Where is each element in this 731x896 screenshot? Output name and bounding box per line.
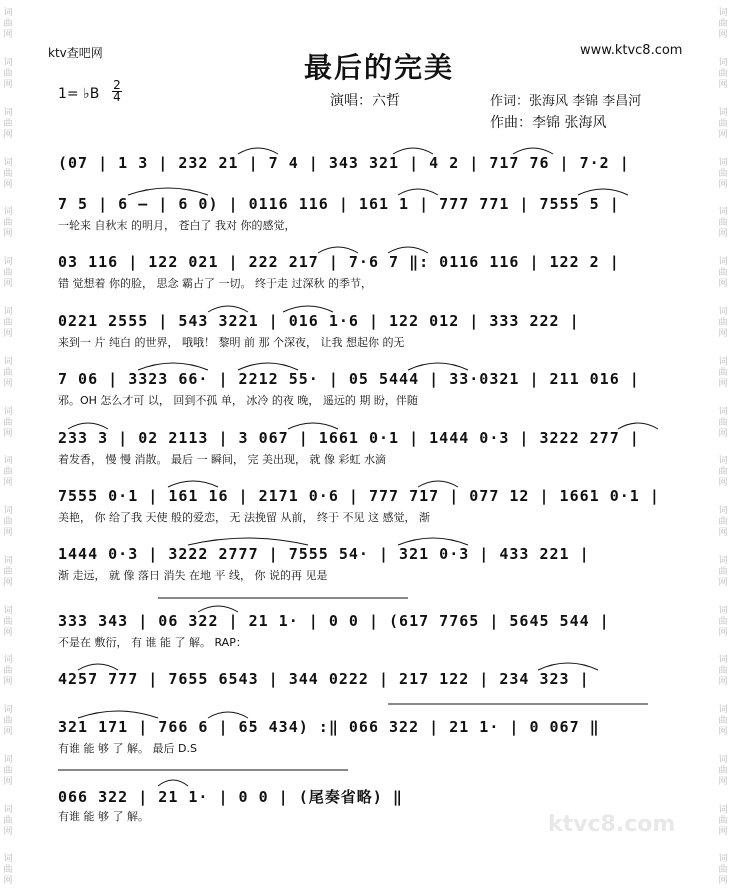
brand-label: ktv查吧网 [48, 46, 103, 60]
notation-line: 7 5 | 6 – | 6 0) | 0116 116 | 161 1 | 777 771 | 7555 5 | [58, 195, 620, 213]
lyric-line: 不是在 敷衍， 有 谁 能 了 解。 RAP： [58, 636, 247, 649]
lyric-line: 美艳， 你 给了我 天使 般的爱恋， 无 法挽留 从前， 终于 不见 这 感觉， 渐 [58, 511, 430, 524]
lyric-line: 有谁 能 够 了 解。 最后 D.S [58, 742, 197, 755]
page-title: 最后的完美 [304, 51, 455, 84]
notation-line: 1444 0·3 | 3222 2777 | 7555 54· | 321 0·3 | 433 221 | [58, 545, 590, 563]
notation-line: 233 3 | 02 2113 | 3 067 | 1661 0·1 | 1444 0·3 | 3222 277 | [58, 429, 640, 447]
notation-line: (07 | 1 3 | 232 21 | 7 4 | 343 321 | 4 2 | 717 76 | 7·2 | [58, 154, 630, 172]
time-signature [112, 80, 122, 103]
singer-credit: 演唱：六哲 [330, 93, 400, 109]
lyric-line: 邪。OH 怎么才可 以， 回到不孤 单， 冰冷 的夜 晚， 遥远的 期 盼，伴随 [58, 394, 418, 407]
notation-line: 333 343 | 06 322 | 21 1· | 0 0 | (617 7765 | 5645 544 | [58, 612, 610, 630]
notation-line: 03 116 | 122 021 | 222 217 | 7·6 7 ‖: 0116 116 | 122 2 | [58, 253, 620, 271]
notation-line: 7555 0·1 | 161 16 | 2171 0·6 | 777 717 | 077 12 | 1661 0·1 | [58, 487, 660, 505]
lyric-line: 渐 走远， 就 像 落日 消失 在地 平 线， 你 说的再 见是 [58, 569, 328, 582]
lyric-line: 错 觉想着 你的脸， 思念 霸占了 一切。 终于走 过深秋 的季节， [58, 277, 372, 290]
lyric-line: 着发香， 慢 慢 消散。 最后 一 瞬间， 完 美出现， 就 像 彩虹 水滴 [58, 453, 386, 466]
notation-line: 7 06 | 3323 66· | 2212 55· | 05 5444 | 33·0321 | 211 016 | [58, 370, 640, 388]
meter-top: 2 [113, 78, 121, 92]
notation-line: 0221 2555 | 543 3221 | 016 1·6 | 122 012 | 333 222 | [58, 312, 580, 330]
side-watermark-left: 词 曲 网 词 曲 网 词 曲 网 词 曲 网 词 曲 网 词 曲 网 词 曲 网 词 曲 网 词 曲 网 词 曲 网 词 曲 网 词 曲 网 词 曲 网 词 曲 网 词 曲 网 词 曲 网 词 曲 网 词 曲 网 [3, 8, 13, 887]
lyric-line: 一轮来 自秋末 的明月， 苍白了 我对 你的感觉， [58, 219, 296, 232]
site-url: www.ktvc8.com [580, 43, 683, 58]
meter-bottom: 4 [113, 90, 121, 104]
lyric-line: 来到一 片 纯白 的世界， 哦哦！ 黎明 前 那 个深夜， 让我 想起你 的无 [58, 336, 405, 349]
notation-line: 4257 777 | 7655 6543 | 344 0222 | 217 122 | 234 323 | [58, 670, 590, 688]
composer-credit: 作曲：李锦 张海风 [490, 115, 607, 131]
notation-line: 066 322 | 21 1· | 0 0 | (尾奏省略) ‖ [58, 788, 403, 806]
lyric-line: 有谁 能 够 了 解。 [58, 810, 149, 823]
side-watermark-right: 词 曲 网 词 曲 网 词 曲 网 词 曲 网 词 曲 网 词 曲 网 词 曲 网 词 曲 网 词 曲 网 词 曲 网 词 曲 网 词 曲 网 词 曲 网 词 曲 网 词 曲 网 词 曲 网 词 曲 网 词 曲 网 [718, 8, 728, 887]
lyricist-credit: 作词：张海风 李锦 李昌河 [490, 94, 642, 109]
notation-line: 321 171 | 766 6 | 65 434) :‖ 066 322 | 21 1· | 0 067 ‖ [58, 718, 600, 736]
key-signature: 1= ♭B [58, 86, 100, 102]
site-watermark: ktvc8.com [548, 812, 676, 837]
